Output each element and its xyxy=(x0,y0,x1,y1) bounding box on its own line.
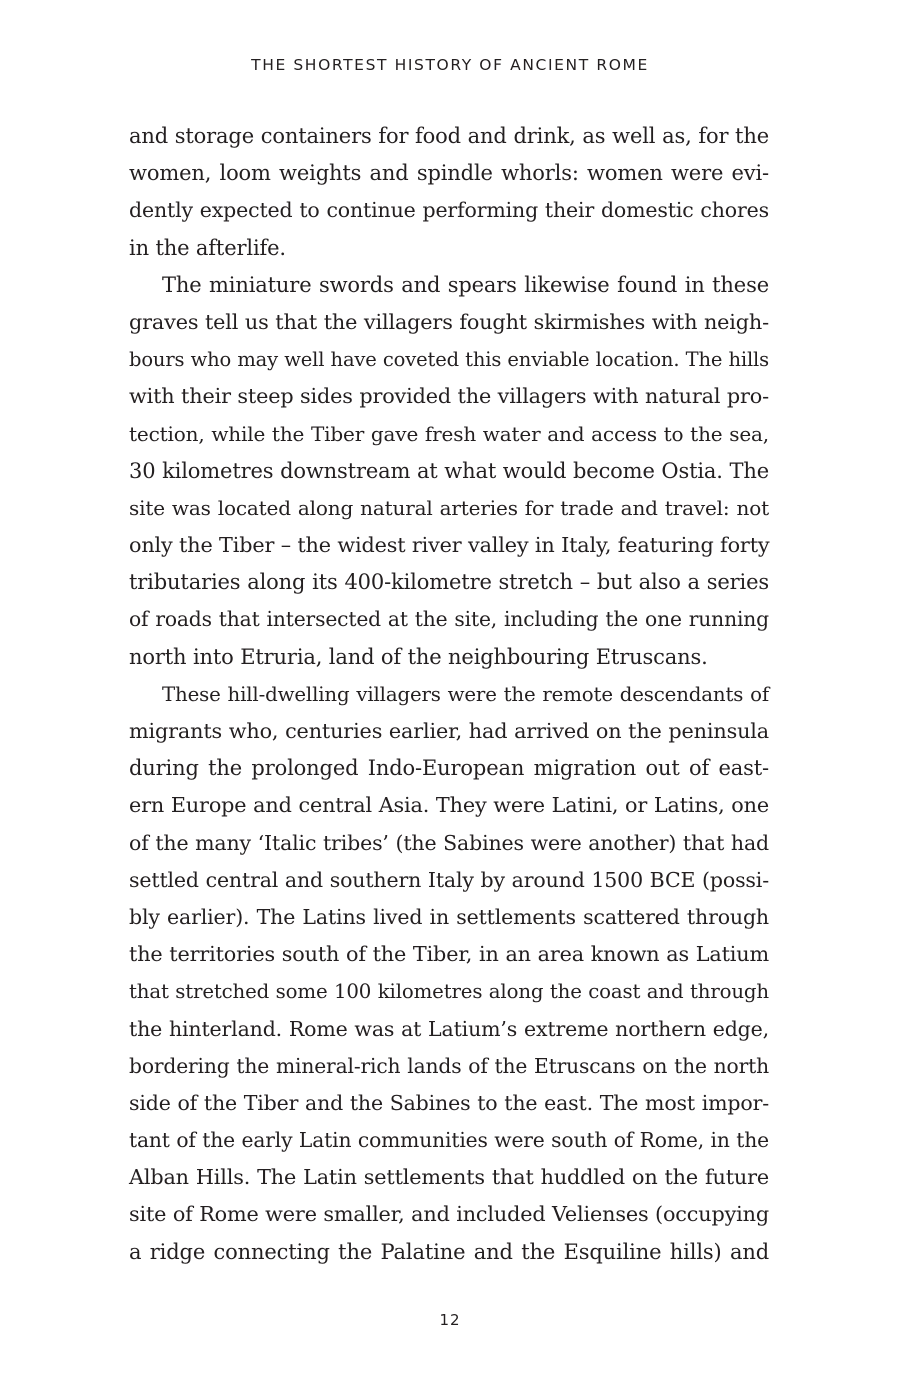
text-line: ern Europe and central Asia. They were Latini, or Latins, one xyxy=(129,793,769,818)
text-line: bly earlier). The Latins lived in settlements scattered through xyxy=(129,904,769,929)
text-line: during the prolonged Indo-European migration out of east- xyxy=(129,756,769,781)
text-line: The miniature swords and spears likewise found in these xyxy=(162,272,769,297)
text-line: of the many ‘Italic tribes’ (the Sabines were another) that had xyxy=(129,830,769,855)
text-line: These hill-dwelling villagers were the remote descendants of xyxy=(162,682,769,706)
text-line: bours who may well have coveted this enviable location. The hills xyxy=(129,348,769,372)
text-line: 30 kilometres downstream at what would become Ostia. The xyxy=(129,458,769,483)
text-line: with their steep sides provided the villagers with natural pro- xyxy=(129,384,769,409)
text-line: the territories south of the Tiber, in an area known as Latium xyxy=(129,942,769,967)
page-number: 12 xyxy=(439,1311,461,1329)
text-line: Alban Hills. The Latin settlements that huddled on the future xyxy=(129,1165,769,1190)
body-text xyxy=(129,118,769,1271)
text-line: settled central and southern Italy by around 1500 BCE (possi- xyxy=(129,867,769,892)
text-line: bordering the mineral-rich lands of the Etruscans on the north xyxy=(129,1053,769,1078)
text-line: site of Rome were smaller, and included Velienses (occupying xyxy=(129,1202,769,1227)
text-line: only the Tiber – the widest river valley in Italy, featuring forty xyxy=(129,533,770,558)
text-line: in the afterlife. xyxy=(129,235,286,260)
text-line: that stretched some 100 kilometres along the coast and through xyxy=(129,980,769,1004)
text-line: of roads that intersected at the site, including the one running xyxy=(129,607,769,632)
running-head: THE SHORTEST HISTORY OF ANCIENT ROME xyxy=(251,56,649,74)
text-line: tributaries along its 400-kilometre stretch – but also a series xyxy=(129,570,769,595)
text-line: tection, while the Tiber gave fresh water and access to the sea, xyxy=(129,421,769,446)
text-line: and storage containers for food and drink, as well as, for the xyxy=(129,124,769,148)
text-line: north into Etruria, land of the neighbouring Etruscans. xyxy=(129,644,708,669)
text-line: side of the Tiber and the Sabines to the east. The most impor- xyxy=(129,1090,769,1115)
text-line: tant of the early Latin communities were south of Rome, in the xyxy=(129,1128,769,1153)
text-line: a ridge connecting the Palatine and the Esquiline hills) and xyxy=(129,1239,769,1264)
text-line: site was located along natural arteries for trade and travel: not xyxy=(129,495,769,520)
text-line: the hinterland. Rome was at Latium’s extreme northern edge, xyxy=(129,1016,769,1041)
text-line: dently expected to continue performing their domestic chores xyxy=(129,198,769,223)
text-line: women, loom weights and spindle whorls: women were evi- xyxy=(129,161,769,186)
text-line: graves tell us that the villagers fought skirmishes with neigh- xyxy=(129,309,769,334)
text-line: migrants who, centuries earlier, had arrived on the peninsula xyxy=(129,719,769,743)
